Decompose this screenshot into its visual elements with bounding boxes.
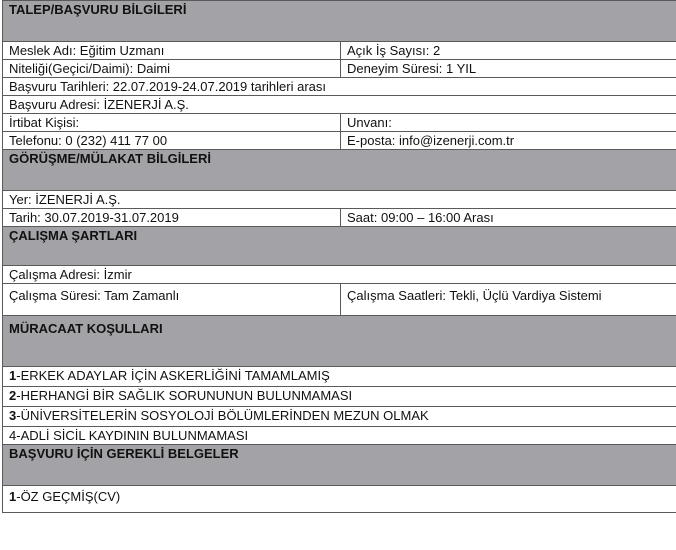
section-header-belgeler: BAŞVURU İÇİN GEREKLİ BELGELER [3,445,676,486]
item-text: -HERHANGİ BİR SAĞLIK SORUNUNUN BULUNMAMASI [16,388,353,403]
item-number: 1 [9,489,17,504]
niteligi-cell: Niteliği(Geçici/Daimi): Daimi [3,60,341,78]
calisma-saatleri-cell: Çalışma Saatleri: Tekli, Üçlü Vardiya Sistemi [341,284,676,316]
item-number: 4 [9,428,17,443]
muracaat-item [3,427,676,445]
gorusme-yer-cell: Yer: İZENERJİ A.Ş. [3,191,676,209]
telefon-cell: Telefonu: 0 (232) 411 77 00 [3,132,341,150]
basvuru-adresi-cell: Başvuru Adresi: İZENERJİ A.Ş. [3,96,676,114]
section-header-muracaat: MÜRACAAT KOŞULLARI [3,316,676,367]
irtibat-kisisi-cell: İrtibat Kişisi: [3,114,341,132]
application-form [2,0,676,513]
calisma-suresi-cell: Çalışma Süresi: Tam Zamanlı [3,284,341,316]
item-text: -ÖZ GEÇMİŞ(CV) [16,489,121,504]
eposta-cell: E-posta: info@izenerji.com.tr [341,132,676,150]
item-number: 3 [9,408,17,423]
muracaat-item [3,387,676,407]
unvani-cell: Unvanı: [341,114,676,132]
gorusme-tarih-cell: Tarih: 30.07.2019-31.07.2019 [3,209,341,227]
section-header-gorusme: GÖRÜŞME/MÜLAKAT BİLGİLERİ [3,150,676,191]
section-header-calisma: ÇALIŞMA ŞARTLARI [3,227,676,266]
item-number: 2 [9,388,17,403]
section-header-talep: TALEP/BAŞVURU BİLGİLERİ [3,1,676,42]
belge-item [3,486,676,513]
basvuru-tarihleri-cell: Başvuru Tarihleri: 22.07.2019-24.07.2019 tarihleri arası [3,78,676,96]
item-text: -ADLİ SİCİL KAYDININ BULUNMAMASI [16,428,249,443]
meslek-adi-cell: Meslek Adı: Eğitim Uzmanı [3,42,341,60]
item-text: -ÜNİVERSİTELERİN SOSYOLOJİ BÖLÜMLERİNDEN MEZUN OLMAK [16,408,429,423]
calisma-adresi-cell: Çalışma Adresi: İzmir [3,266,676,284]
gorusme-saat-cell: Saat: 09:00 – 16:00 Arası [341,209,676,227]
acik-is-sayisi-cell: Açık İş Sayısı: 2 [341,42,676,60]
form-table [2,0,676,513]
item-number: 1 [9,368,17,383]
muracaat-item [3,407,676,427]
deneyim-suresi-cell: Deneyim Süresi: 1 YIL [341,60,676,78]
item-text: -ERKEK ADAYLAR İÇİN ASKERLİĞİNİ TAMAMLAMIŞ [16,368,330,383]
muracaat-item [3,367,676,387]
